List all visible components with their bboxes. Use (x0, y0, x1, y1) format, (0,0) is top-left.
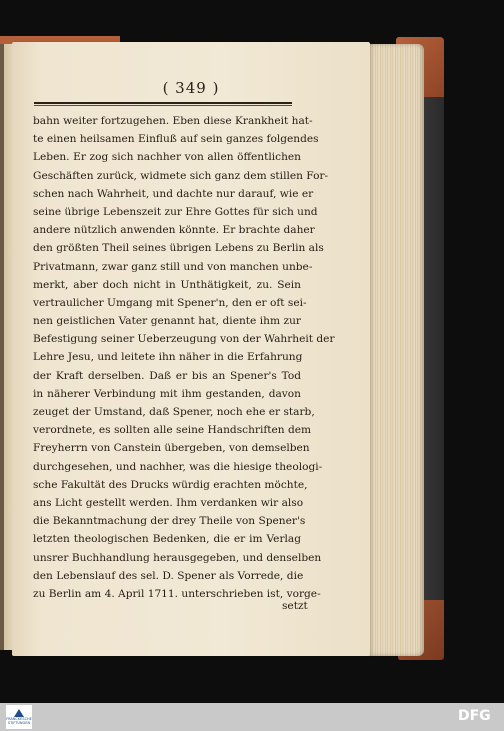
text-line: den Lebenslauf des sel. D. Spener als Vorrede, die (33, 569, 304, 582)
text-line: seine übrige Lebenszeit zur Ehre Gottes für sich und (33, 205, 318, 218)
text-line: Lehre Jesu, und leitete ihn näher in die Erfahrung (33, 351, 303, 364)
text-line: andere nützlich anwenden könnte. Er brachte daher (33, 224, 315, 237)
institution-logo-text: FRANCKESCHE STIFTUNGEN (6, 717, 32, 725)
text-line: sche Fakultät des Drucks würdig erachten möchte, (33, 478, 308, 491)
text-line: ans Licht gestellt werden. Ihm verdanken wir also (33, 496, 304, 509)
page-edges (366, 44, 424, 656)
book-page (12, 42, 370, 656)
text-line: verordnete, es sollten alle seine Handschriften dem (33, 424, 312, 437)
text-line: nen geistlichen Vater genannt hat, diente ihm zur (33, 315, 301, 328)
text-line: te einen heilsamen Einfluß auf sein ganzes folgendes (33, 133, 319, 146)
header-rule (34, 102, 292, 104)
text-line: bahn weiter fortzugehen. Eben diese Krankheit hat- (33, 115, 313, 127)
institution-logo-icon (14, 709, 24, 717)
footer-bar (0, 703, 504, 731)
text-line: letzten theologischen Bedenken, die er im Verlag (33, 533, 301, 546)
text-line: durchgesehen, und nachher, was die hiesige theologi- (33, 460, 323, 473)
text-line: schen nach Wahrheit, und dachte nur darauf, wie er (33, 187, 314, 200)
text-line: Geschäften zurück, widmete sich ganz dem stillen For- (33, 169, 329, 182)
text-line: den größten Theil seines übrigen Lebens zu Berlin als (33, 242, 324, 255)
text-line: der Kraft derselben. Daß er bis an Spener's Tod (33, 369, 301, 382)
institution-logo[interactable] (6, 705, 32, 729)
text-line: Leben. Er zog sich nachher von allen öffentlichen (33, 151, 301, 164)
catchword: setzt (282, 600, 308, 612)
text-line: merkt, aber doch nicht in Unthätigkeit, zu. Sein (33, 278, 301, 291)
header-rule-thin (34, 105, 292, 106)
body-text (33, 112, 335, 603)
text-line: die Bekanntmachung der drey Theile von Spener's (33, 515, 306, 528)
text-line: zeuget der Umstand, daß Spener, noch ehe er starb, (33, 406, 315, 418)
page-number: ( 349 ) (162, 79, 220, 97)
dfg-logo[interactable]: DFG (458, 708, 491, 724)
text-line: zu Berlin am 4. April 1711. unterschrieben ist, vorge- (33, 587, 321, 600)
text-line: unsrer Buchhandlung herausgegeben, und denselben (33, 551, 322, 564)
text-line: in näherer Verbindung mit ihm gestanden, davon (33, 387, 301, 400)
text-line: Befestigung seiner Ueberzeugung von der Wahrheit der (33, 333, 335, 346)
text-line: Freyherrn von Canstein übergeben, von demselben (33, 442, 310, 455)
binding-shadow (0, 40, 4, 650)
text-line: vertraulicher Umgang mit Spener'n, den er oft sei- (33, 296, 307, 309)
text-line: Privatmann, zwar ganz still und von manchen unbe- (33, 260, 313, 273)
